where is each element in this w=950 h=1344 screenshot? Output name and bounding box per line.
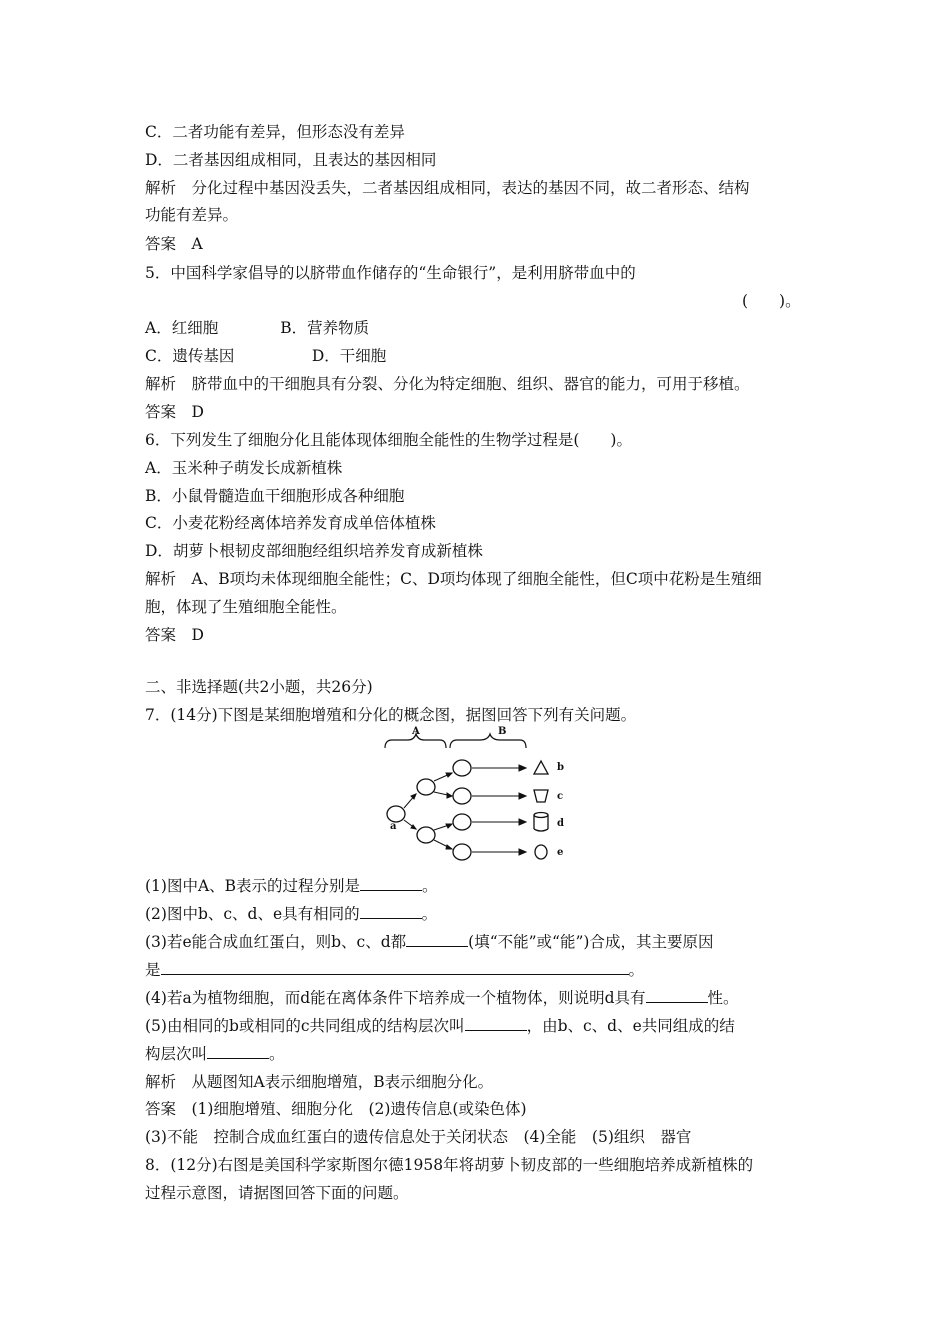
label-a: a — [390, 821, 397, 832]
q5-stem: 5．中国科学家倡导的以脐带血作储存的“生命银行”，是利用脐带血中的 — [145, 264, 636, 282]
cell-level2-bottom — [417, 827, 435, 843]
answer-blank[interactable] — [465, 1016, 527, 1031]
q5-options-ab: A．红细胞 B．营养物质 — [145, 319, 370, 337]
label-c: c — [557, 791, 564, 802]
cell-level2-top — [417, 779, 435, 795]
q6-option-b: B．小鼠骨髓造血干细胞形成各种细胞 — [145, 487, 405, 505]
cell-level3-2 — [453, 788, 471, 804]
label-b: b — [557, 762, 564, 773]
triangle-cell-b — [534, 761, 548, 774]
cell-a — [387, 806, 405, 822]
q6-analysis-line-1: 解析 A、B项均未体现细胞全能性；C、D项均体现了细胞全能性，但C项中花粉是生殖细 — [145, 570, 762, 588]
q8-stem-line-2: 过程示意图，请据图回答下面的问题。 — [145, 1184, 409, 1202]
q7-answer-line-1: 答案 (1)细胞增殖、细胞分化 (2)遗传信息(或染色体) — [145, 1100, 527, 1118]
trapezoid-cell-c — [534, 790, 548, 802]
label-d: d — [557, 818, 564, 829]
answer-blank[interactable] — [161, 960, 629, 975]
q7-part-2: (2)图中b、c、d、e具有相同的 。 — [145, 905, 438, 923]
q5-options-cd: C．遗传基因 D．干细胞 — [145, 347, 387, 365]
section-heading: 二、非选择题(共2小题，共26分) — [145, 678, 373, 696]
answer-blank[interactable] — [646, 988, 708, 1003]
q4-option-d: D．二者基因组成相同，且表达的基因相同 — [145, 151, 437, 169]
cell-differentiation-diagram — [380, 726, 580, 864]
q6-option-a: A．玉米种子萌发长成新植株 — [145, 459, 343, 477]
oval-cell-e — [535, 845, 547, 859]
label-A: A — [412, 726, 420, 737]
cell-level3-1 — [453, 760, 471, 776]
q4-analysis-line-2: 功能有差异。 — [145, 206, 239, 224]
q7-answer-line-2: (3)不能 控制合成血红蛋白的遗传信息处于关闭状态 (4)全能 (5)组织 器官 — [145, 1128, 692, 1146]
q4-option-c: C．二者功能有差异，但形态没有差异 — [145, 123, 405, 141]
q5-answer: 答案 D — [145, 403, 204, 421]
q6-analysis-line-2: 胞，体现了生殖细胞全能性。 — [145, 598, 347, 616]
label-B: B — [498, 726, 507, 737]
q7-part-4: (4)若a为植物细胞，而d能在离体条件下培养成一个植物体，则说明d具有 性。 — [145, 989, 739, 1007]
q8-stem-line-1: 8．(12分)右图是美国科学家斯图尔德1958年将胡萝卜韧皮部的一些细胞培养成新植株的 — [145, 1156, 754, 1174]
cell-level3-4 — [453, 844, 471, 860]
cylinder-cell-d — [534, 813, 548, 832]
label-e: e — [557, 847, 564, 858]
q7-analysis: 解析 从题图知A表示细胞增殖，B表示细胞分化。 — [145, 1073, 494, 1091]
q7-part-3-line-2: 是 。 — [145, 961, 645, 979]
q7-part-5-line-2: 构层次叫 。 — [145, 1045, 285, 1063]
answer-blank[interactable] — [406, 932, 468, 947]
q4-analysis-line-1: 解析 分化过程中基因没丢失，二者基因组成相同，表达的基因不同，故二者形态、结构 — [145, 179, 750, 197]
q5-answer-paren: ( )。 — [742, 292, 801, 310]
q7-stem: 7．(14分)下图是某细胞增殖和分化的概念图，据图回答下列有关问题。 — [145, 706, 637, 724]
q6-answer: 答案 D — [145, 626, 204, 644]
q4-answer: 答案 A — [145, 235, 203, 253]
cell-level3-3 — [453, 814, 471, 830]
q6-option-c: C．小麦花粉经离体培养发育成单倍体植株 — [145, 514, 436, 532]
bracket-b — [450, 734, 526, 748]
answer-blank[interactable] — [360, 904, 422, 919]
q5-analysis: 解析 脐带血中的干细胞具有分裂、分化为特定细胞、组织、器官的能力，可用于移植。 — [145, 375, 750, 393]
q7-part-5-line-1: (5)由相同的b或相同的c共同组成的结构层次叫 ，由b、c、d、e共同组成的结 — [145, 1017, 735, 1035]
q6-option-d: D．胡萝卜根韧皮部细胞经组织培养发育成新植株 — [145, 542, 483, 560]
q7-part-3-line-1: (3)若e能合成血红蛋白，则b、c、d都 (填“不能”或“能”)合成，其主要原因 — [145, 933, 714, 951]
answer-blank[interactable] — [207, 1044, 269, 1059]
q6-stem: 6．下列发生了细胞分化且能体现体细胞全能性的生物学过程是( )。 — [145, 431, 632, 449]
answer-blank[interactable] — [360, 876, 422, 891]
q7-part-1: (1)图中A、B表示的过程分别是 。 — [145, 877, 438, 895]
